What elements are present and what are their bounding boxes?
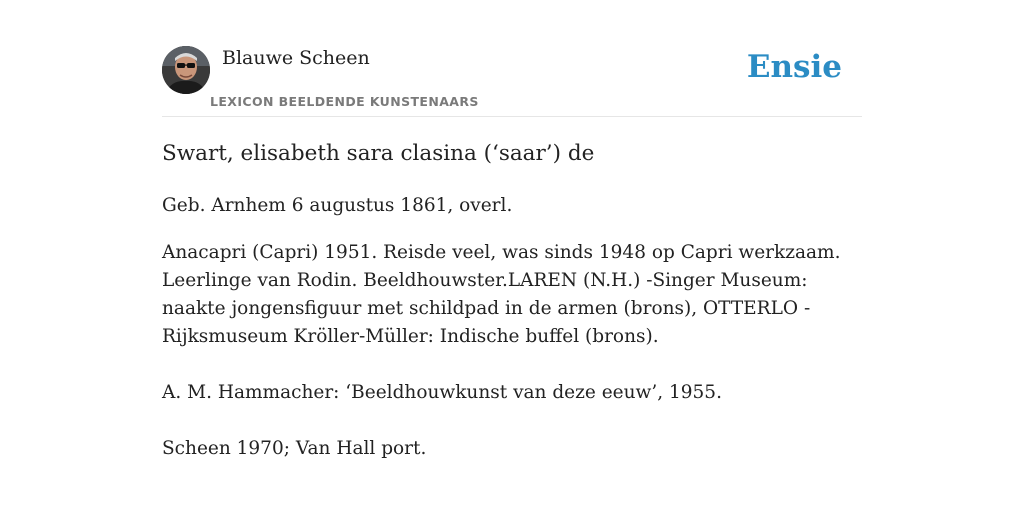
author-avatar[interactable] — [162, 46, 210, 94]
brand-logo[interactable]: Ensie — [746, 49, 842, 85]
article-paragraph: Geb. Arnhem 6 augustus 1861, overl. — [162, 195, 513, 216]
article-header — [162, 46, 862, 117]
author-name-link[interactable]: Blauwe Scheen — [222, 47, 370, 69]
avatar-photo-icon — [162, 46, 210, 94]
section-label-link[interactable]: LEXICON BEELDENDE KUNSTENAARS — [210, 94, 479, 109]
article-title: Swart, elisabeth sara clasina (‘saar’) de — [162, 141, 595, 166]
article-paragraph: A. M. Hammacher: ‘Beeldhouwkunst van deze eeuw’, 1955. — [162, 382, 722, 403]
article-body — [162, 138, 862, 463]
article-paragraph: Anacapri (Capri) 1951. Reisde veel, was sinds 1948 op Capri werkzaam. Leerlinge van Rodin. Beeldhouwster.LAREN (N.H.) -Singer Museum: naakte jongensfiguur met schildpad in de armen (brons), OTTERLO -Rijksmuseum Kröller-Müller: Indische buffel (brons). — [162, 242, 841, 347]
article-paragraph: Scheen 1970; Van Hall port. — [162, 438, 427, 459]
